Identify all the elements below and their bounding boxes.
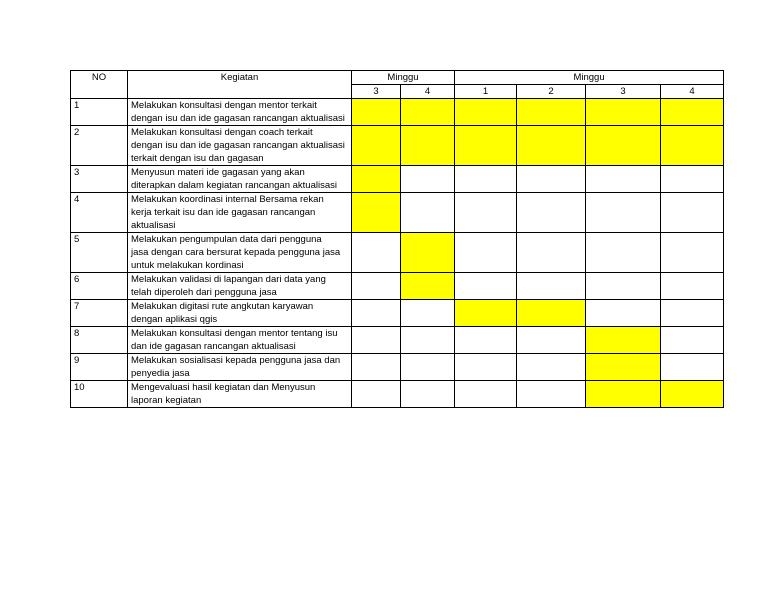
row-number: 5 [71, 233, 128, 273]
week-cell [661, 166, 724, 193]
activity-line: Menyusun materi ide gagasan yang akan [131, 167, 305, 178]
week-cell-highlighted [517, 99, 586, 126]
header-week: 2 [517, 85, 586, 99]
week-cell-highlighted [455, 300, 517, 327]
table-row [71, 99, 724, 126]
week-cell [455, 354, 517, 381]
week-cell [455, 381, 517, 408]
header-week: 4 [401, 85, 455, 99]
activity-line: Melakukan konsultasi dengan mentor tentang isu [131, 328, 338, 339]
header-week: 3 [586, 85, 661, 99]
week-cell-highlighted [352, 126, 401, 166]
header-week: 4 [661, 85, 724, 99]
activity-line: dengan isu dan ide gagasan rancangan aktualisasi [131, 113, 345, 124]
week-cell [517, 354, 586, 381]
week-cell-highlighted [352, 99, 401, 126]
row-number: 8 [71, 327, 128, 354]
week-cell [455, 233, 517, 273]
week-cell-highlighted [586, 99, 661, 126]
activity-cell [128, 233, 352, 273]
activity-line: dan ide gagasan rancangan aktualisasi [131, 341, 296, 352]
activity-cell [128, 193, 352, 233]
table-row [71, 193, 724, 233]
activity-line: jasa dengan cara bersurat kepada pengguna jasa [131, 247, 341, 258]
week-cell [661, 193, 724, 233]
week-cell [517, 327, 586, 354]
row-number: 10 [71, 381, 128, 408]
week-cell [586, 193, 661, 233]
activity-line: untuk melakukan kordinasi [131, 260, 244, 271]
activity-line: Mengevaluasi hasil kegiatan dan Menyusun [131, 382, 316, 393]
activity-cell [128, 166, 352, 193]
schedule-body [71, 99, 724, 408]
table-row [71, 273, 724, 300]
week-cell-highlighted [455, 126, 517, 166]
activity-cell [128, 273, 352, 300]
week-cell [517, 193, 586, 233]
activity-line: dengan aplikasi qgis [131, 314, 218, 325]
activity-line: terkait dengan isu dan gagasan [131, 153, 264, 164]
table-row [71, 354, 724, 381]
week-cell [661, 300, 724, 327]
week-cell [352, 381, 401, 408]
week-cell [401, 354, 455, 381]
week-cell-highlighted [352, 193, 401, 233]
week-cell [352, 273, 401, 300]
week-cell [401, 327, 455, 354]
schedule-table [70, 70, 724, 408]
row-number: 9 [71, 354, 128, 381]
activity-cell [128, 99, 352, 126]
week-cell [352, 233, 401, 273]
week-cell-highlighted [455, 99, 517, 126]
week-cell-highlighted [401, 126, 455, 166]
header-week-group-2: Minggu [455, 71, 724, 85]
activity-line: Melakukan digitasi rute angkutan karyawan [131, 301, 314, 312]
week-cell [401, 193, 455, 233]
week-cell [661, 233, 724, 273]
row-number: 2 [71, 126, 128, 166]
table-row [71, 381, 724, 408]
header-no: NO [71, 71, 128, 99]
week-cell-highlighted [661, 126, 724, 166]
week-cell [455, 193, 517, 233]
week-cell [401, 166, 455, 193]
activity-cell [128, 327, 352, 354]
week-cell [517, 273, 586, 300]
week-cell [352, 327, 401, 354]
week-cell [661, 354, 724, 381]
activity-line: laporan kegiatan [131, 395, 202, 406]
activity-line: telah diperoleh dari pengguna jasa [131, 287, 277, 298]
week-cell-highlighted [401, 233, 455, 273]
table-row [71, 300, 724, 327]
week-cell-highlighted [517, 126, 586, 166]
activity-cell [128, 354, 352, 381]
week-cell [455, 166, 517, 193]
row-number: 1 [71, 99, 128, 126]
week-cell-highlighted [586, 126, 661, 166]
week-cell [517, 233, 586, 273]
week-cell [661, 327, 724, 354]
week-cell-highlighted [352, 166, 401, 193]
activity-line: Melakukan pengumpulan data dari pengguna [131, 234, 322, 245]
week-cell [661, 273, 724, 300]
week-cell [352, 354, 401, 381]
activity-cell [128, 381, 352, 408]
row-number: 3 [71, 166, 128, 193]
header-activity: Kegiatan [128, 71, 352, 99]
activity-cell [128, 300, 352, 327]
activity-line: Melakukan sosialisasi kepada pengguna jasa dan [131, 355, 341, 366]
week-cell [586, 233, 661, 273]
week-cell [517, 381, 586, 408]
week-cell-highlighted [401, 99, 455, 126]
row-number: 4 [71, 193, 128, 233]
week-cell [401, 300, 455, 327]
activity-line: aktualisasi [131, 220, 176, 231]
week-cell-highlighted [517, 300, 586, 327]
table-row [71, 327, 724, 354]
week-cell-highlighted [586, 327, 661, 354]
week-cell [455, 273, 517, 300]
week-cell [455, 327, 517, 354]
header-week: 3 [352, 85, 401, 99]
table-row [71, 233, 724, 273]
activity-line: Melakukan konsultasi dengan coach terkait [131, 127, 313, 138]
activity-line: Melakukan validasi di lapangan dari data yang [131, 274, 326, 285]
header-week-group-1: Minggu [352, 71, 455, 85]
header-week: 1 [455, 85, 517, 99]
activity-line: Melakukan koordinasi internal Bersama rekan [131, 194, 324, 205]
row-number: 7 [71, 300, 128, 327]
week-cell [586, 300, 661, 327]
table-row [71, 126, 724, 166]
week-cell [352, 300, 401, 327]
row-number: 6 [71, 273, 128, 300]
week-cell [401, 381, 455, 408]
activity-line: penyedia jasa [131, 368, 190, 379]
week-cell-highlighted [586, 381, 661, 408]
week-cell [586, 166, 661, 193]
week-cell [517, 166, 586, 193]
activity-line: diterapkan dalam kegiatan rancangan aktualisasi [131, 180, 337, 191]
activity-line: dengan isu dan ide gagasan rancangan aktualisasi [131, 140, 345, 151]
activity-line: kerja terkait isu dan ide gagasan rancangan [131, 207, 316, 218]
activity-cell [128, 126, 352, 166]
week-cell-highlighted [661, 99, 724, 126]
week-cell-highlighted [401, 273, 455, 300]
week-cell-highlighted [586, 354, 661, 381]
week-cell [586, 273, 661, 300]
activity-line: Melakukan konsultasi dengan mentor terkait [131, 100, 317, 111]
week-cell-highlighted [661, 381, 724, 408]
table-row [71, 166, 724, 193]
